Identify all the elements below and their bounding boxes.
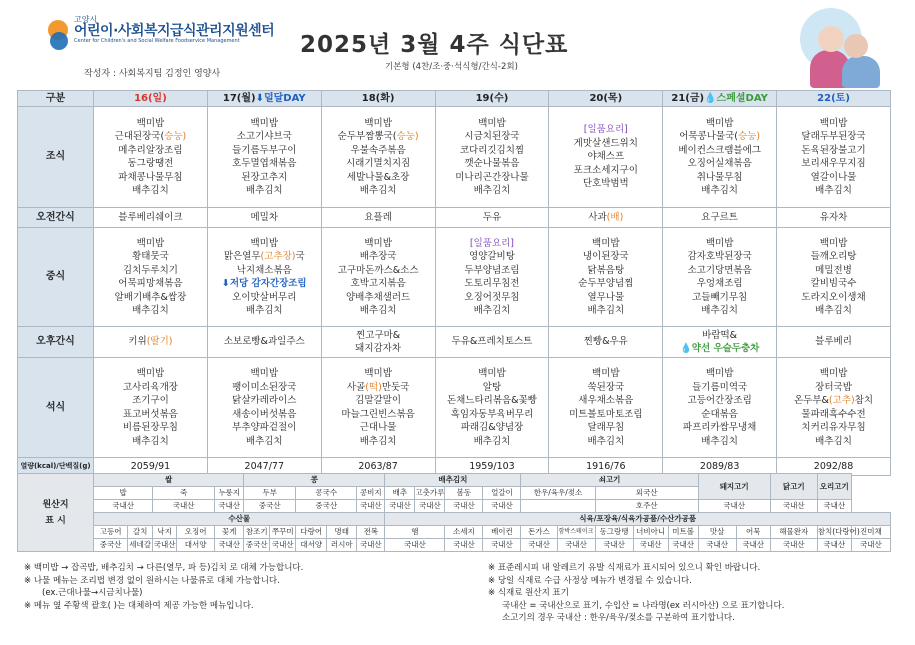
breakfast-sat: 백미밥 달래두부된장국 돈육된장불고기 보리새우무지짐 열갈이나물 배추김치 — [777, 107, 891, 208]
origin-item: 꽃게 — [215, 526, 244, 539]
origin-item: 돈가스 — [521, 526, 557, 539]
origin-item: 햄 — [385, 526, 445, 539]
day-thu: 20(목) — [549, 91, 663, 107]
dinner-thu: 백미밥 쑥된장국 새우채소볶음 미트볼토마토조림 달래무침 배추김치 — [549, 358, 663, 458]
origin-item: 명태 — [327, 526, 357, 539]
day-wed: 19(수) — [435, 91, 549, 107]
row-label-am-snack: 오전간식 — [18, 208, 94, 228]
lunch-tue: 백미밥 배추장국 고구마돈까스&소스 호박고지볶음 양배추채샐러드 배추김치 — [321, 228, 435, 327]
am-snack-fri: 요구르트 — [663, 208, 777, 228]
org-name: 어린이·사회복지급식관리지원센터 — [74, 23, 275, 40]
am-snack-mon: 메밀차 — [207, 208, 321, 228]
origin-item: 베이컨 — [483, 526, 521, 539]
down-arrow-icon: ⬇ — [221, 278, 230, 289]
origin-item: 해물완자 — [770, 526, 817, 539]
origin-value: 국내산 — [557, 539, 595, 552]
origin-value: 중국산 — [94, 539, 128, 552]
am-snack-wed: 두유 — [435, 208, 549, 228]
origin-item: 참치(다랑어) — [817, 526, 851, 539]
origin-item: 소세지 — [445, 526, 483, 539]
origin-value: 국내산 — [770, 539, 817, 552]
day-tue: 18(화) — [321, 91, 435, 107]
kcal-fri: 2089/83 — [663, 458, 777, 476]
origin-item: 진미채 — [851, 526, 890, 539]
origin-group-kimchi: 배추김치 — [385, 474, 521, 487]
dinner-row — [18, 358, 891, 458]
origin-group-beef: 쇠고기 — [521, 474, 698, 487]
kcal-wed: 1959/103 — [435, 458, 549, 476]
origin-value: 국내산 — [668, 539, 698, 552]
org-city: 고양시 — [74, 15, 98, 24]
kcal-mon: 2047/77 — [207, 458, 321, 476]
dinner-sat: 백미밥 장터국밥 온두부&(고추)참치 물파래흑수수전 치커리유자무침 배추김치 — [777, 358, 891, 458]
origin-value — [521, 500, 595, 513]
origin-value: 국내산 — [483, 539, 521, 552]
note-line: ※ 백미밥 → 잡곡밥, 배추김치 → 다른(열무, 파 등)김치 로 대체 가능합니다. — [24, 563, 304, 573]
origin-item: 누룽지 — [215, 487, 244, 500]
origin-group-chicken: 닭고기 — [770, 474, 817, 500]
pm-snack-tue: 찐고구마& 돼지감자차 — [321, 327, 435, 358]
notes-left — [24, 562, 464, 612]
row-label-dinner: 석식 — [18, 358, 94, 458]
day-sun: 16(일) — [94, 91, 208, 107]
breakfast-thu: [일품요리] 게맛살샌드위치 야채스프 포크소세지구이 단호박범벅 — [549, 107, 663, 208]
breakfast-sun: 백미밥 근대된장국(승눙) 메추리알장조림 동그랑땡전 파채콩나물무침 배추김치 — [94, 107, 208, 208]
pm-snack-thu: 찐빵&우유 — [549, 327, 663, 358]
breakfast-wed: 백미밥 시금치된장국 코다리깃김치찜 깻순나물볶음 미나리곤간장나물 배추김치 — [435, 107, 549, 208]
lunch-fri: 백미밥 감자호박된장국 소고기당면볶음 우엉채조림 고들빼기무침 배추김치 — [663, 228, 777, 327]
origin-item: 죽 — [153, 487, 215, 500]
origin-label: 원산지 표 시 — [18, 474, 94, 552]
origin-value: 국내산 — [770, 500, 817, 513]
pm-snack-fri: 바람떡& 💧약선 우슬두충차 — [663, 327, 777, 358]
note-line: 소고기의 경우 국내산 : 한우/육우/젖소를 구분하여 표기합니다. — [502, 613, 735, 623]
origin-item: 다랑어 — [296, 526, 327, 539]
origin-value: 중국산 — [296, 500, 357, 513]
note-line: ※ 메뉴 옆 주황색 괄호( )는 대체하여 제공 가능한 메뉴입니다. — [24, 600, 254, 611]
note-line: (ex.근대나물→시금치나물) — [42, 588, 143, 598]
origin-value: 세네갈 — [128, 539, 153, 552]
origin-item: 콩국수 — [296, 487, 357, 500]
breakfast-fri: 백미밥 어묵콩나물국(승눙) 베이컨스크램블에그 오징어실채볶음 취나물무침 배추김치 — [663, 107, 777, 208]
row-label-breakfast: 조식 — [18, 107, 94, 208]
origin-item: 고춧가루 — [415, 487, 445, 500]
page-title: 2025년 3월 4주 식단표 — [300, 32, 569, 58]
herb-drop-icon: 💧 — [679, 343, 692, 354]
note-line: ※ 표준레시피 내 알레르기 유발 식재료가 표시되어 있으니 확인 바랍니다. — [488, 563, 761, 573]
dinner-mon: 백미밥 팽이미소된장국 닭살카레라이스 새송이버섯볶음 부추양파겉절이 배추김치 — [207, 358, 321, 458]
origin-group-bean: 콩 — [244, 474, 385, 487]
origin-group-rice: 쌀 — [94, 474, 244, 487]
note-line: ※ 당일 식재료 수급 사정상 메뉴가 변경될 수 있습니다. — [488, 575, 692, 586]
origin-item: 미트볼 — [668, 526, 698, 539]
origin-value: 국내산 — [385, 539, 445, 552]
breakfast-row — [18, 107, 891, 208]
origin-group-processed: 식육/포장육/식육가공품/수산가공품 — [385, 513, 891, 526]
origin-item: 고등어 — [94, 526, 128, 539]
origin-item: 함박스테이크 — [557, 526, 595, 539]
origin-item: 낙지 — [153, 526, 177, 539]
origin-value: 국내산 — [851, 539, 890, 552]
origin-item: 봄동 — [445, 487, 483, 500]
origin-value: 국내산 — [445, 539, 483, 552]
pm-snack-mon: 소보로빵&과일주스 — [207, 327, 321, 358]
origin-item: 쭈꾸미 — [270, 526, 296, 539]
origin-value: 국내산 — [595, 539, 633, 552]
origin-value: 호주산 — [595, 500, 698, 513]
origin-value: 국내산 — [385, 500, 415, 513]
kcal-sun: 2059/91 — [94, 458, 208, 476]
notes-right — [488, 562, 908, 625]
dinner-tue: 백미밥 사골(떡)만둣국 김말갈말이 마늘그린빈스볶음 근대나물 배추김치 — [321, 358, 435, 458]
pm-snack-row — [18, 327, 891, 358]
origin-item: 외국산 — [595, 487, 698, 500]
lunch-thu: 백미밥 냉이된장국 닭볶음탕 순두부양념찜 열무나물 배추김치 — [549, 228, 663, 327]
dinner-sun: 백미밥 고사리육개장 조기구이 표고버섯볶음 비름된장무침 배추김치 — [94, 358, 208, 458]
origin-value: 국내산 — [270, 539, 296, 552]
am-snack-sun: 블루베리쉐이크 — [94, 208, 208, 228]
origin-value: 국내산 — [215, 500, 244, 513]
origin-value: 국내산 — [415, 500, 445, 513]
origin-value: 국내산 — [521, 539, 557, 552]
am-snack-sat: 유자차 — [777, 208, 891, 228]
am-snack-thu: 사과(배) — [549, 208, 663, 228]
origin-item: 너비아니 — [633, 526, 668, 539]
origin-item: 맛살 — [698, 526, 736, 539]
kcal-sat: 2092/88 — [777, 458, 891, 476]
row-label-kcal: 열량(kcal)/단백질(g) — [18, 458, 94, 476]
am-snack-tue: 요플레 — [321, 208, 435, 228]
origin-item: 콩비지 — [357, 487, 385, 500]
pm-snack-sun: 키위(딸기) — [94, 327, 208, 358]
origin-value: 국내산 — [633, 539, 668, 552]
day-fri: 21(금)💧스페셜DAY — [663, 91, 777, 107]
origin-value: 국내산 — [94, 500, 153, 513]
note-line: ※ 나물 메뉴는 조리법 변경 없이 원하시는 나물류로 대체 가능합니다. — [24, 575, 280, 586]
am-snack-row — [18, 208, 891, 228]
origin-item: 갈치 — [128, 526, 153, 539]
origin-item: 얼갈이 — [483, 487, 521, 500]
origin-value: 국내산 — [153, 539, 177, 552]
lunch-row — [18, 228, 891, 327]
dinner-fri: 백미밥 들기름미역국 고등어간장조림 순대볶음 파프리카쌈무냉채 배추김치 — [663, 358, 777, 458]
origin-value: 국내산 — [483, 500, 521, 513]
origin-item: 두부 — [244, 487, 296, 500]
lunch-mon: 백미밥 맑은열무(고추장)국 낙지채소볶음 ⬇저당 감자간장조림 오이맛살버무리 배추김치 — [207, 228, 321, 327]
header-label: 구분 — [18, 91, 94, 107]
origin-group-duck: 오리고기 — [817, 474, 851, 500]
day-mon: 17(월)⬇덜달DAY — [207, 91, 321, 107]
author: 작성자 : 사회복지팀 김정인 영양사 — [84, 69, 221, 79]
origin-item: 밥 — [94, 487, 153, 500]
origin-value: 국내산 — [736, 539, 770, 552]
origin-value: 국내산 — [357, 539, 385, 552]
lunch-wed: [일품요리] 영양갈비탕 두부양념조림 도토리무침전 오징어젓무침 배추김치 — [435, 228, 549, 327]
page-subtitle: 기본형 (4찬/조·중·석식형/간식-2회) — [385, 62, 518, 72]
origin-value: 러시아 — [327, 539, 357, 552]
origin-table — [17, 473, 891, 552]
note-line: ※ 식재료 원산지 표기 — [488, 588, 569, 598]
origin-value: 국내산 — [698, 539, 736, 552]
elderly-couple-illustration — [790, 6, 890, 88]
pm-snack-sat: 블루베리 — [777, 327, 891, 358]
row-label-pm-snack: 오후간식 — [18, 327, 94, 358]
origin-item: 어묵 — [736, 526, 770, 539]
lunch-sat: 백미밥 들깨오리탕 메밀전병 칼비빔국수 도라지오이생채 배추김치 — [777, 228, 891, 327]
origin-group-pork: 돼지고기 — [698, 474, 770, 500]
origin-value: 대서양 — [296, 539, 327, 552]
org-english: Center for Children's and Social Welfare Foodservice Management — [74, 38, 240, 45]
origin-group-seafood: 수산물 — [94, 513, 385, 526]
origin-value: 중국산 — [244, 539, 270, 552]
origin-value: 국내산 — [817, 539, 851, 552]
kcal-tue: 2063/87 — [321, 458, 435, 476]
origin-value: 국내산 — [215, 539, 244, 552]
day-sat: 22(토) — [777, 91, 891, 107]
origin-value: 국내산 — [698, 500, 770, 513]
kcal-thu: 1916/76 — [549, 458, 663, 476]
row-label-lunch: 중식 — [18, 228, 94, 327]
origin-value: 국내산 — [817, 500, 851, 513]
origin-item: 한우/육우/젖소 — [521, 487, 595, 500]
breakfast-tue: 백미밥 순두부짬뽕국(승눙) 우불속주볶음 시래기멸치지짐 세발나물&초장 배추김치 — [321, 107, 435, 208]
origin-value: 국내산 — [445, 500, 483, 513]
origin-value: 국내산 — [153, 500, 215, 513]
pm-snack-wed: 두유&프레치토스트 — [435, 327, 549, 358]
day-header-row — [18, 91, 891, 107]
lunch-sun: 백미밥 황태뭇국 김치두루치기 어묵피망채볶음 알배기배추&쌈장 배추김치 — [94, 228, 208, 327]
center-logo-icon — [48, 18, 70, 56]
note-line: 국내산 = 국내산으로 표기, 수입산 = 나라명(ex 러시아산) 으로 표기합니다. — [502, 600, 785, 611]
org-block — [74, 16, 274, 44]
origin-item: 오징어 — [177, 526, 215, 539]
menu-table — [17, 90, 891, 476]
origin-value: 중국산 — [244, 500, 296, 513]
origin-value: 국내산 — [357, 500, 385, 513]
breakfast-mon: 백미밥 소고기샤브국 들기름두부구이 호두멸엽채볶음 된장고추지 배추김치 — [207, 107, 321, 208]
origin-item: 동그랑땡 — [595, 526, 633, 539]
dinner-wed: 백미밥 알탕 돈채느타리볶음&꽃빵 흑임자동부육버무리 파래김&양념장 배추김치 — [435, 358, 549, 458]
origin-item: 참조기 — [244, 526, 270, 539]
origin-value: 대서양 — [177, 539, 215, 552]
origin-item: 배추 — [385, 487, 415, 500]
origin-item: 전복 — [357, 526, 385, 539]
